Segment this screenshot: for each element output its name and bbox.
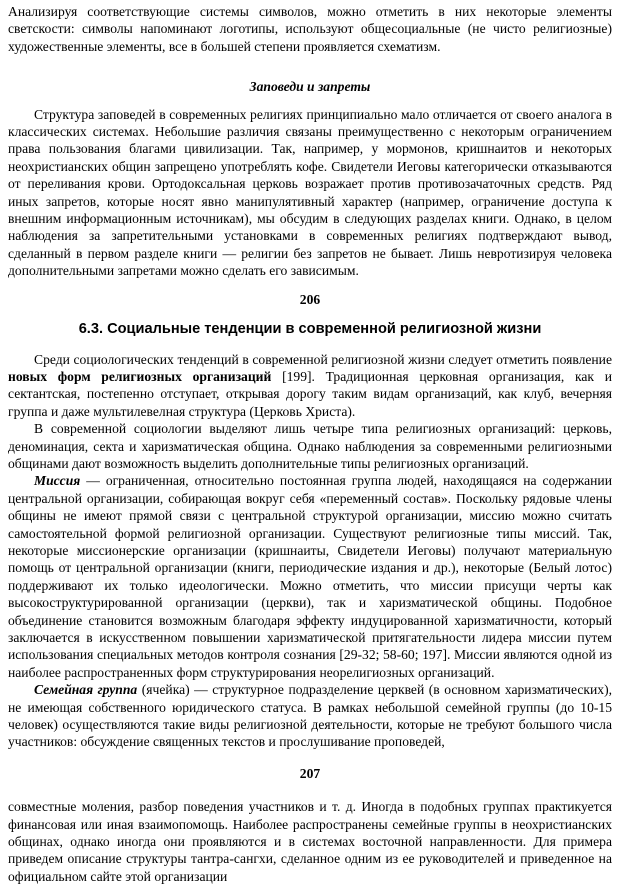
mission-term: Миссия	[34, 473, 81, 489]
family-group-term: Семейная группа	[34, 682, 138, 698]
mission-paragraph	[8, 472, 612, 681]
family-group-paragraph	[8, 681, 612, 751]
new-forms-text-after: [199]. Традиционная церковная организация, как и сектантская, постепенно отступает, открывая дорогу таким видам организаций, как клуб, вечерняя группа и даже мультилевелная структура (Церковь Христа).	[8, 368, 612, 419]
commandments-heading: Заповеди и запреты	[249, 79, 371, 95]
organization-types-paragraph: В современной социологии выделяют лишь четыре типа религиозных организаций: церковь, деноминация, секта и харизматическая община. Однако наблюдения за современными религиозными общинами дают возможность выделить дополнительные типы религиозных организаций.	[8, 421, 612, 471]
new-forms-text-before: Среди социологических тенденций в современной религиозной жизни следует отметить появление	[34, 351, 612, 367]
intro-paragraph: Анализируя соответствующие системы символов, можно отметить в них некоторые элементы светскости: символы напоминают логотипы, используют общесоциальные (не чисто религиозные) художественные элементы, все в большей степени проявляется схематизм.	[8, 4, 612, 54]
chapter-heading: 6.3. Социальные тенденции в современной религиозной жизни	[78, 321, 542, 338]
commandments-paragraph: Структура заповедей в современных религиях принципиально мало отличается от своего аналога в классических системах. Небольшие различия связаны преимущественно с некоторым ограничением права пользования благами цивилизации. Так, например, у мормонов, кришнаитов и некоторых неохристианских общин запрещено употреблять кофе. Свидетели Иеговы категорически отказываются от переливания крови. Ортодоксальная церковь возражает против противозачаточных средств. Ряд иных запретов, которые носят явно манипулятивный характер (например, ограничение доступа к внешним информационным источникам), мы обсудим в следующих разделах книги. Однако, в целом наблюдения за запретительными установками в современных религиях подтверждают вывод, сделанный в первом разделе книги — религии без запретов не бывает. Лишь невротизируя человека дополнительными запретами можно сделать его зависимым.	[8, 106, 612, 279]
family-group-text: (ячейка) — структурное подразделение церквей (в основном харизматических), не имеющая собственного юридического статуса. В рамках небольшой семейной группы (до 10-15 человек) осуществляются такие виды религиозной деятельности, которые не требуют большого числа участников: обсуждение священных текстов и прослушивание проповедей,	[8, 682, 613, 750]
page-number-206: 206	[299, 291, 321, 307]
continuation-paragraph: совместные моления, разбор поведения участников и т. д. Иногда в подобных группах практикуется финансовая или иная взаимопомощь. Наиболее распространены семейные группы в неохристианских общинах, однако иногда они проявляются и в системах восточной направленности. Для примера приведем описание структуры тантра-сангхи, сделанное одним из ее руководителей и приведенное на официальном сайте этой организации	[8, 799, 612, 884]
page-number-207: 207	[299, 765, 321, 781]
new-forms-paragraph	[8, 351, 612, 421]
new-forms-bold-term: новых форм религиозных организаций	[8, 368, 272, 384]
mission-text: — ограниченная, относительно постоянная группа людей, находящаяся на содержании центральной организации, собирающая вокруг себя «переменный состав». Поскольку рядовые члены общины не имеют прямой связи с центральной структурой организации, миссию можно считать самостоятельной формой религиозной организации. Существуют религиозные типы миссий. Так, некоторые миссионерские организации (кришнаиты, Свидетели Иеговы) получают материальную помощь от центральной организации (книги, периодические издания и др.), некоторые (Белый лотос) поддерживают их только идеологически. Можно отметить, что миссии присущи черты как высокоструктурированной организации (церкви), так и харизматической общины. Подобное объединение становится возможным благодаря эффекту индуцированной харизматичности, который заключается в искусственном повышении харизматической притягательности лидера миссии путем использования специальных методов контроля сознания [29-32; 58-60; 197]. Миссии являются одной из наиболее распространенных форм структурирования неорелигиозных организаций.	[8, 473, 612, 680]
